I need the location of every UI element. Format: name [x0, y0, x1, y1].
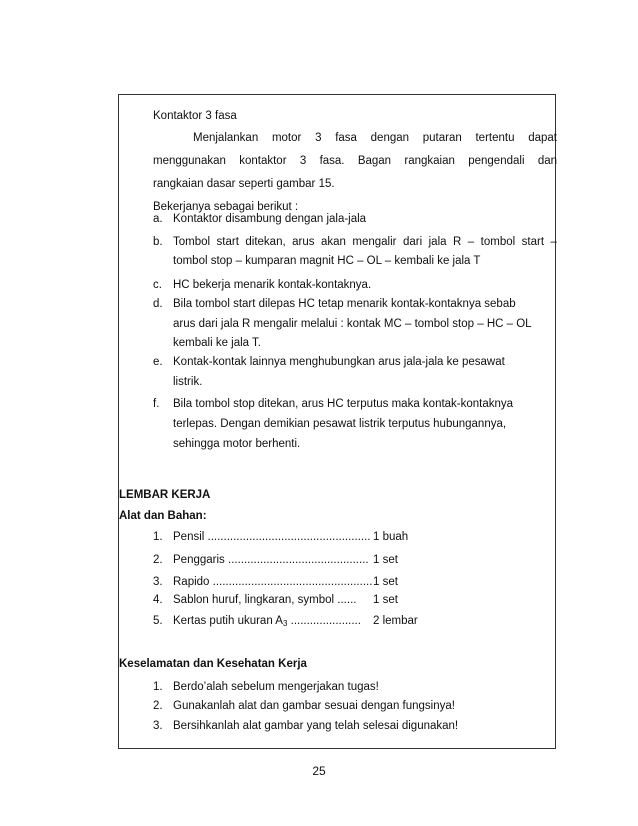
tool-quantity: 1 set	[373, 576, 398, 588]
step-d-line1: Bila tombol start dilepas HC tetap menarik kontak-kontaknya sebab	[173, 298, 516, 310]
page-number: 25	[312, 764, 326, 778]
tool-quantity: 1 buah	[373, 531, 409, 543]
safety-heading: Keselamatan dan Kesehatan Kerja	[119, 658, 307, 670]
step-f-line2: terlepas. Dengan demikian pesawat listrik terputus hubungannya,	[173, 418, 507, 430]
tool-name: Kertas putih ukuran $A_3$ ......................	[173, 615, 361, 628]
intro-paragraph-line1: Menjalankan motor 3 fasa dengan putaran tertentu dapat	[193, 132, 557, 144]
step-b-line1: Tombol start ditekan, arus akan mengalir dari jala R – tombol start –	[173, 236, 557, 248]
safety-number: 1.	[153, 681, 163, 693]
work-heading: Bekerjanya sebagai berikut :	[153, 201, 299, 213]
safety-item: Berdo’alah sebelum mengerjakan tugas!	[173, 681, 379, 693]
worksheet-title: LEMBAR KERJA	[119, 489, 211, 501]
step-e-marker: e.	[153, 356, 163, 368]
step-b-marker: b.	[153, 236, 163, 248]
tool-name: Sablon huruf, lingkaran, symbol ......	[173, 594, 357, 606]
step-c-marker: c.	[153, 279, 162, 291]
tool-name: Rapido ..................................................	[173, 576, 373, 588]
step-b-line2: tombol stop – kumparan magnit HC – OL – kembali ke jala T	[173, 255, 481, 267]
tool-quantity: 2 lembar	[373, 615, 418, 627]
step-e-line1: Kontak-kontak lainnya menghubungkan arus jala-jala ke pesawat	[173, 356, 505, 368]
safety-number: 2.	[153, 700, 163, 712]
step-f-line1: Bila tombol stop ditekan, arus HC terputus maka kontak-kontaknya	[173, 398, 514, 410]
step-a-text: Kontaktor disambung dengan jala-jala	[173, 213, 367, 225]
step-d-line2: arus dari jala R mengalir melalui : kontak MC – tombol stop – HC – OL	[173, 318, 532, 330]
safety-item: Bersihkanlah alat gambar yang telah selesai digunakan!	[173, 720, 459, 732]
step-e-line2: listrik.	[173, 376, 203, 388]
step-c-text: HC bekerja menarik kontak-kontaknya.	[173, 279, 372, 291]
tool-quantity: 1 set	[373, 554, 398, 566]
tool-name: Penggaris ............................................	[173, 554, 369, 566]
tool-number: 4.	[153, 594, 163, 606]
safety-item: Gunakanlah alat dan gambar sesuai dengan fungsinya!	[173, 700, 455, 712]
step-a-marker: a.	[153, 213, 163, 225]
tool-number: 1.	[153, 531, 163, 543]
intro-paragraph-line3: rangkaian dasar seperti gambar 15.	[153, 178, 335, 190]
tool-number: 5.	[153, 615, 163, 627]
step-d-line3: kembali ke jala T.	[173, 337, 261, 349]
step-f-line3: sehingga motor berhenti.	[173, 438, 301, 450]
step-f-marker: f.	[153, 398, 160, 410]
tools-heading: Alat dan Bahan:	[119, 510, 207, 522]
intro-heading: Kontaktor 3 fasa	[153, 110, 237, 122]
tool-name: Pensil ...................................................	[173, 531, 371, 543]
intro-paragraph-line2: menggunakan kontaktor 3 fasa. Bagan rangkaian pengendali dan	[153, 155, 557, 167]
tool-quantity: 1 set	[373, 594, 398, 606]
safety-number: 3.	[153, 720, 163, 732]
tool-number: 2.	[153, 554, 163, 566]
step-d-marker: d.	[153, 298, 163, 310]
tool-number: 3.	[153, 576, 163, 588]
